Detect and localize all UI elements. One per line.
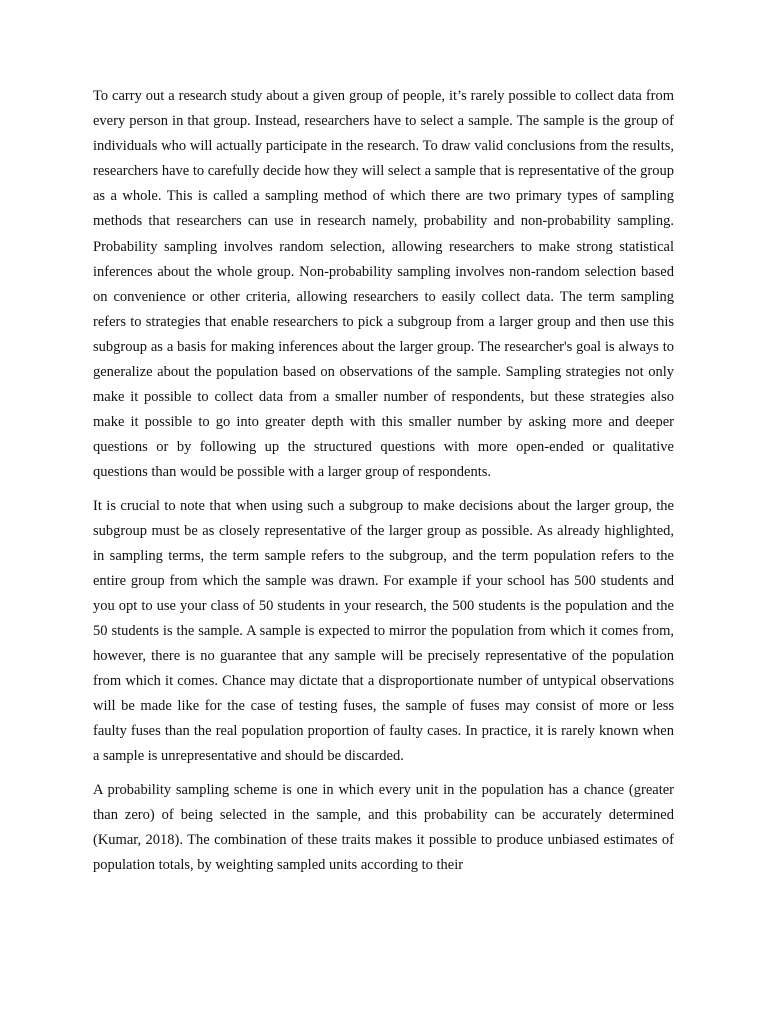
document-page — [93, 84, 674, 886]
paragraph-2: It is crucial to note that when using such a subgroup to make decisions about the larger group, the subgroup must be as closely representative of the larger group as possible. As already highlighted, in sampling terms, the term sample refers to the subgroup, and the term population refers to the entire group from which the sample was drawn. For example if your school has 500 students and you opt to use your class of 50 students in your research, the 500 students is the population and the 50 students is the sample. A sample is expected to mirror the population from which it comes from, however, there is no guarantee that any sample will be precisely representative of the population from which it comes. Chance may dictate that a disproportionate number of untypical observations will be made like for the case of testing fuses, the sample of fuses may consist of more or less faulty fuses than the real population proportion of faulty cases. In practice, it is rarely known when a sample is unrepresentative and should be discarded. — [93, 497, 674, 765]
paragraph-3: A probability sampling scheme is one in which every unit in the population has a chance (greater than zero) of being selected in the sample, and this probability can be accurately determined (Kumar, 2018). The combination of these traits makes it possible to produce unbiased estimates of population totals, by weighting sampled units according to their — [93, 781, 674, 873]
paragraph-1: To carry out a research study about a given group of people, it’s rarely possible to collect data from every person in that group. Instead, researchers have to select a sample. The sample is the group of individuals who will actually participate in the research. To draw valid conclusions from the results, researchers have to carefully decide how they will select a sample that is representative of the group as a whole. This is called a sampling method of which there are two primary types of sampling methods that researchers can use in research namely, probability and non-probability sampling. Probability sampling involves random selection, allowing researchers to make strong statistical inferences about the whole group. Non-probability sampling involves non-random selection based on convenience or other criteria, allowing researchers to easily collect data. The term sampling refers to strategies that enable researchers to pick a subgroup from a larger group and then use this subgroup as a basis for making inferences about the larger group. The researcher's goal is always to generalize about the population based on observations of the sample. Sampling strategies not only make it possible to collect data from a smaller number of respondents, but these strategies also make it possible to go into greater depth with this smaller number by asking more and deeper questions or by following up the structured questions with more open-ended or qualitative questions than would be possible with a larger group of respondents. — [93, 88, 674, 481]
